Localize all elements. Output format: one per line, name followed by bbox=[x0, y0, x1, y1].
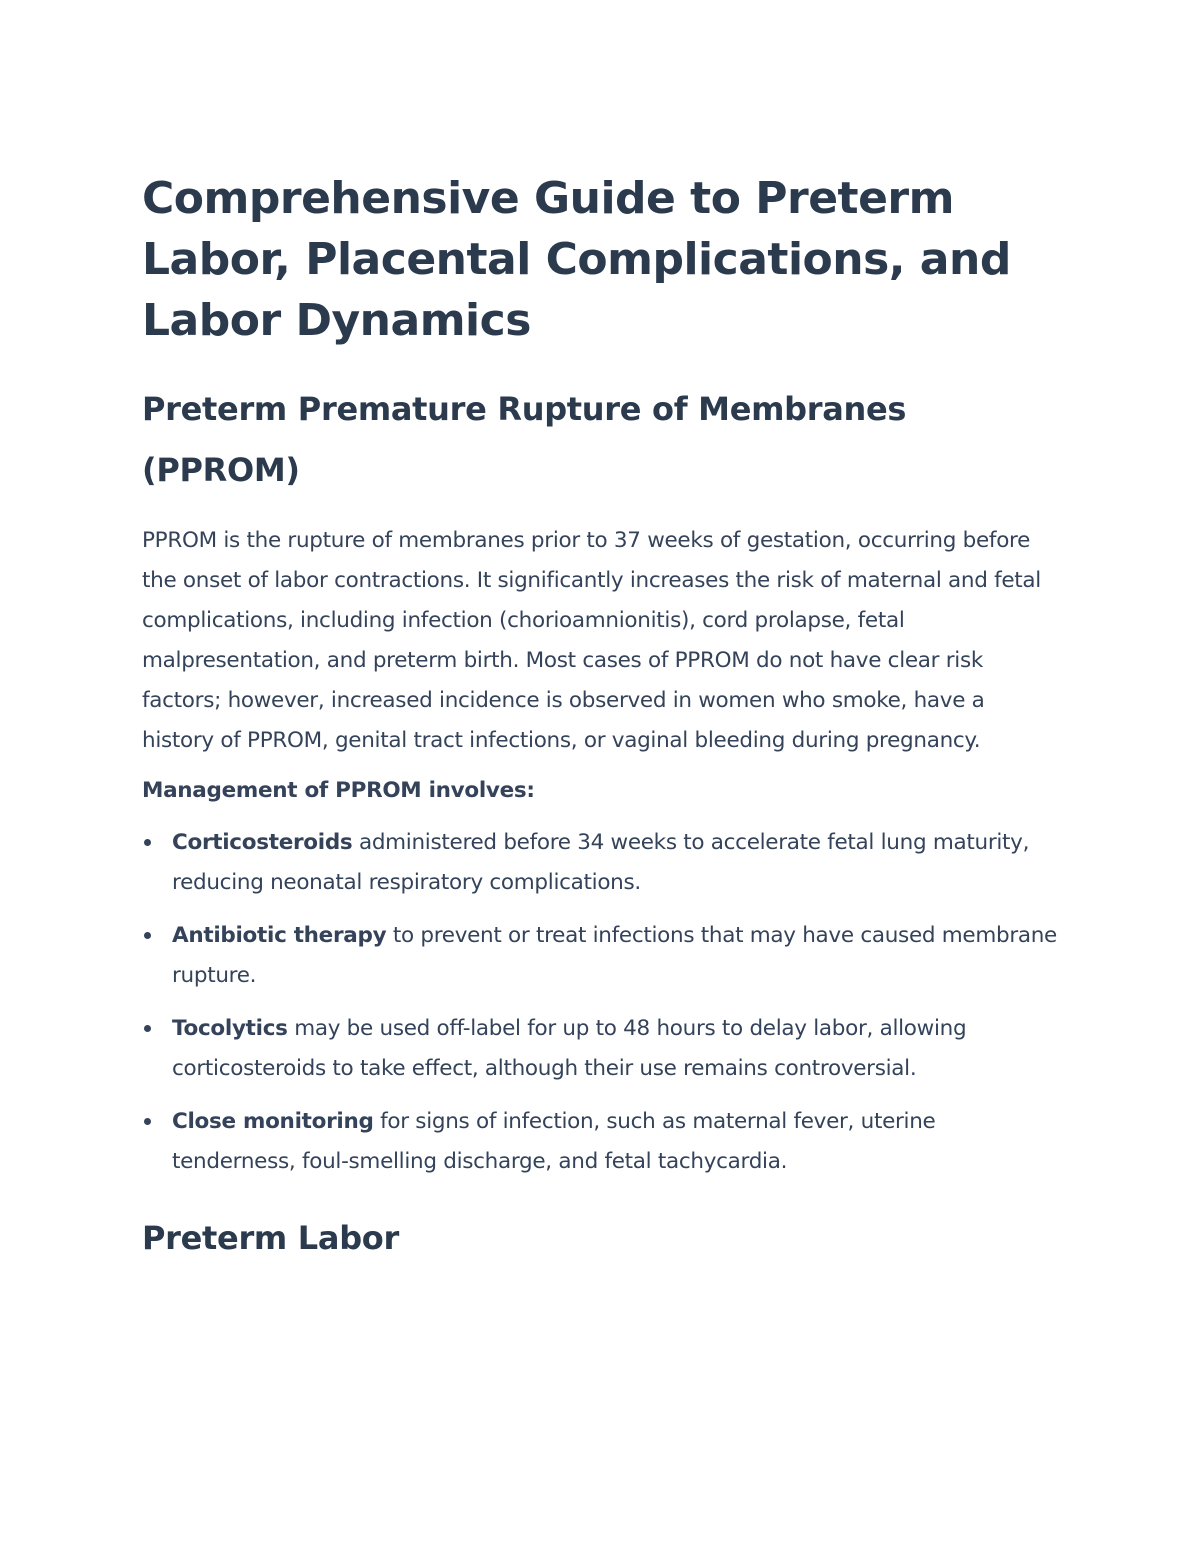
list-item-text: to prevent or treat infections that may have caused membrane rupture. bbox=[172, 923, 1057, 988]
bullet-icon bbox=[144, 1118, 151, 1125]
management-lead: Management of PPROM involves: bbox=[142, 778, 535, 803]
bullet-icon bbox=[144, 1025, 151, 1032]
section-heading-preterm-labor: Preterm Labor bbox=[142, 1219, 399, 1257]
list-item-text: administered before 34 weeks to accelerate fetal lung maturity, reducing neonatal respiratory complications. bbox=[172, 830, 1030, 895]
list-item-text: may be used off-label for up to 48 hours to delay labor, allowing corticosteroids to take effect, although their use remains controversial. bbox=[172, 1016, 967, 1081]
section-heading-pprom: Preterm Premature Rupture of Membranes (PPROM) bbox=[142, 390, 907, 489]
list-item bbox=[142, 916, 1062, 996]
list-item bbox=[142, 1102, 1062, 1182]
list-item-term: Tocolytics bbox=[172, 1016, 288, 1041]
pprom-paragraph: PPROM is the rupture of membranes prior to 37 weeks of gestation, occurring before the onset of labor contractions. It significantly increases the risk of maternal and fetal complications, including infection (chorioamnionitis), cord prolapse, fetal malpresentation, and preterm birth. Most cases of PPROM do not have clear risk factors; however, increased incidence is observed in women who smoke, have a history of PPROM, genital tract infections, or vaginal bleeding during pregnancy. bbox=[142, 528, 1041, 753]
list-item-term: Close monitoring bbox=[172, 1109, 374, 1134]
bullet-icon bbox=[144, 932, 151, 939]
document-page bbox=[142, 168, 1062, 1260]
list-item-text: for signs of infection, such as maternal fever, uterine tenderness, foul-smelling discharge, and fetal tachycardia. bbox=[172, 1109, 936, 1174]
bullet-icon bbox=[144, 839, 151, 846]
list-item-term: Antibiotic therapy bbox=[172, 923, 387, 948]
management-list bbox=[142, 823, 1062, 1182]
document-title: Comprehensive Guide to Preterm Labor, Placental Complications, and Labor Dynamics bbox=[142, 173, 1011, 346]
list-item bbox=[142, 823, 1062, 903]
list-item-term: Corticosteroids bbox=[172, 830, 353, 855]
list-item bbox=[142, 1009, 1062, 1089]
